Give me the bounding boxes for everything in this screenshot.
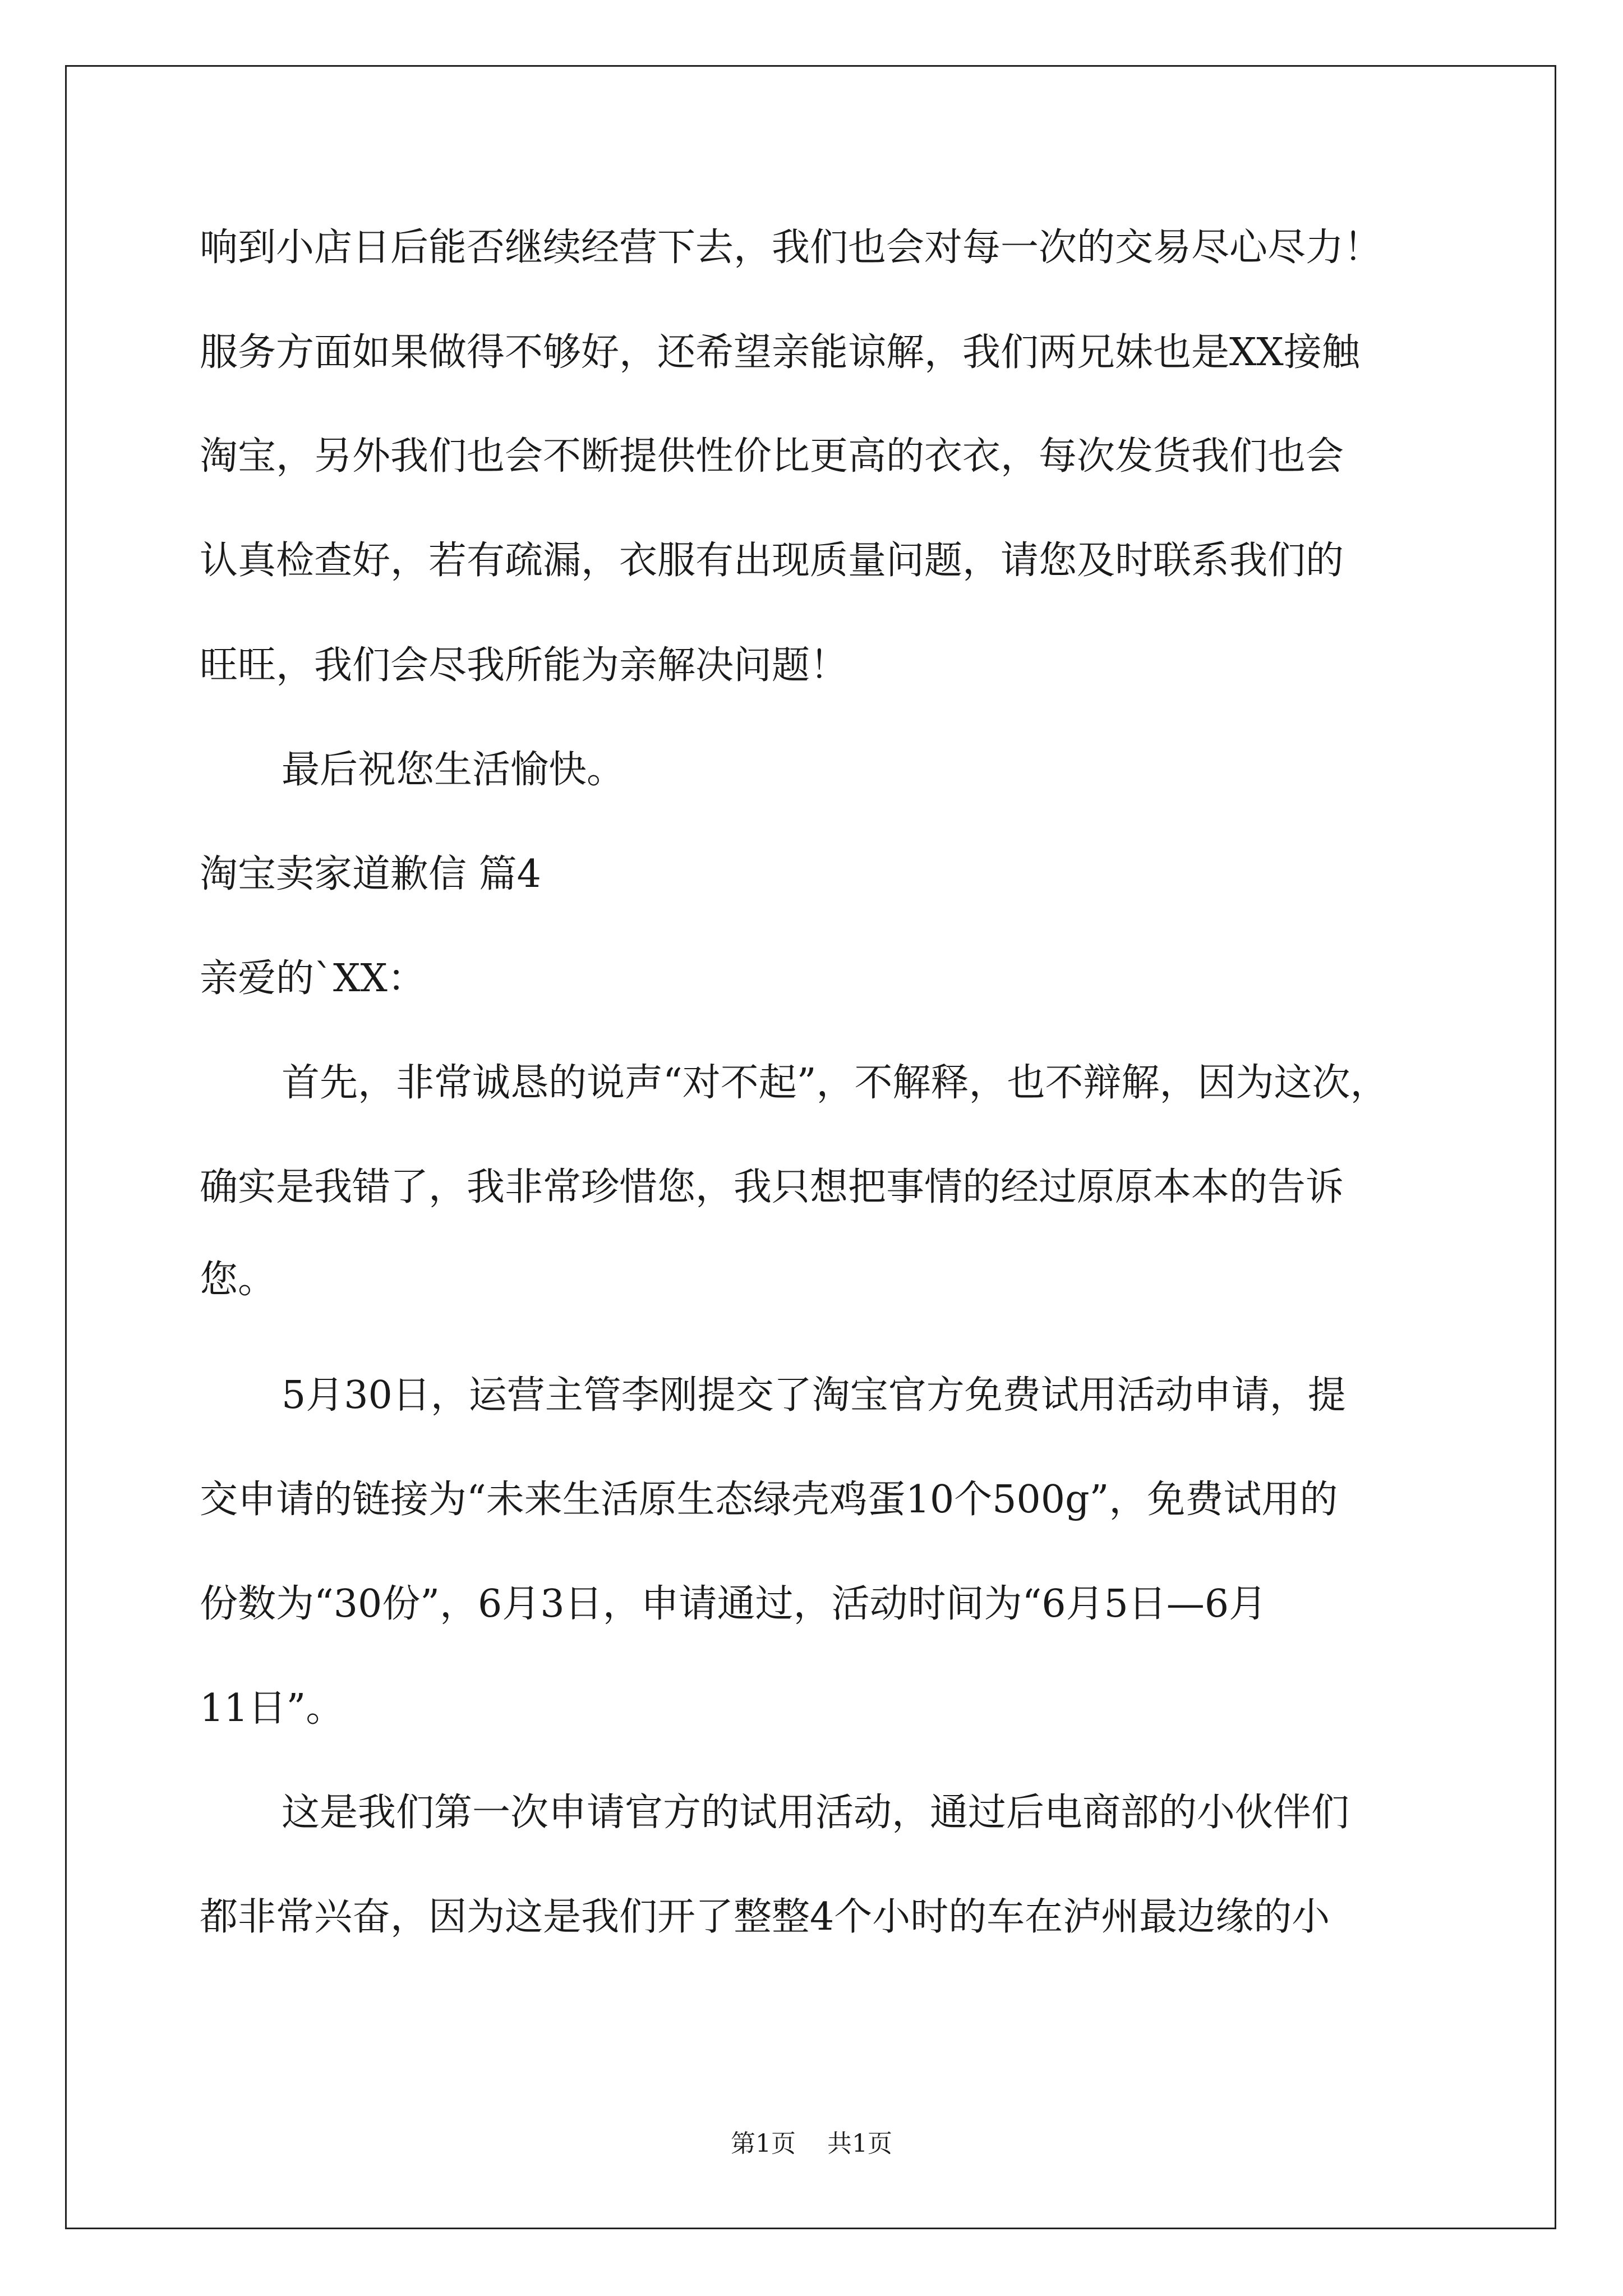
text-line: 11日”。 bbox=[200, 1686, 344, 1731]
text-line: 这是我们第一次申请官方的试用活动，通过后电商部的小伙伴们 bbox=[282, 1791, 1350, 1835]
text-line: 您。 bbox=[200, 1258, 276, 1302]
text-line: 都非常兴奋，因为这是我们开了整整4个小时的车在泸州最边缘的小 bbox=[200, 1895, 1330, 1939]
text-line: 服务方面如果做得不够好，还希望亲能谅解，我们两兄妹也是XX接触 bbox=[200, 330, 1360, 375]
page-footer bbox=[0, 2129, 1623, 2158]
page-total: 共1页 bbox=[827, 2129, 892, 2158]
text-line: 份数为“30份”，6月3日，申请通过，活动时间为“6月5日—6月 bbox=[200, 1582, 1267, 1626]
salutation: 亲爱的`XX： bbox=[200, 956, 426, 1001]
text-line: 响到小店日后能否继续经营下去，我们也会对每一次的交易尽心尽力！ bbox=[200, 226, 1382, 270]
text-line: 交申请的链接为“未来生活原生态绿壳鸡蛋10个500g”，免费试用的 bbox=[200, 1478, 1338, 1522]
section-heading: 淘宝卖家道歉信 篇4 bbox=[200, 852, 541, 896]
text-line: 旺旺，我们会尽我所能为亲解决问题！ bbox=[200, 643, 849, 688]
text-line: 首先，非常诚恳的说声“对不起”，不解释，也不辩解，因为这次， bbox=[282, 1061, 1389, 1105]
page-number: 第1页 bbox=[731, 2129, 796, 2158]
text-line: 认真检查好，若有疏漏，衣服有出现质量问题，请您及时联系我们的 bbox=[200, 539, 1344, 583]
text-line: 最后祝您生活愉快。 bbox=[282, 748, 625, 792]
text-line: 确实是我错了，我非常珍惜您，我只想把事情的经过原原本本的告诉 bbox=[200, 1165, 1344, 1209]
text-line: 淘宝，另外我们也会不断提供性价比更高的衣衣，每次发货我们也会 bbox=[200, 434, 1344, 478]
text-line: 5月30日，运营主管李刚提交了淘宝官方免费试用活动申请，提 bbox=[282, 1373, 1346, 1418]
